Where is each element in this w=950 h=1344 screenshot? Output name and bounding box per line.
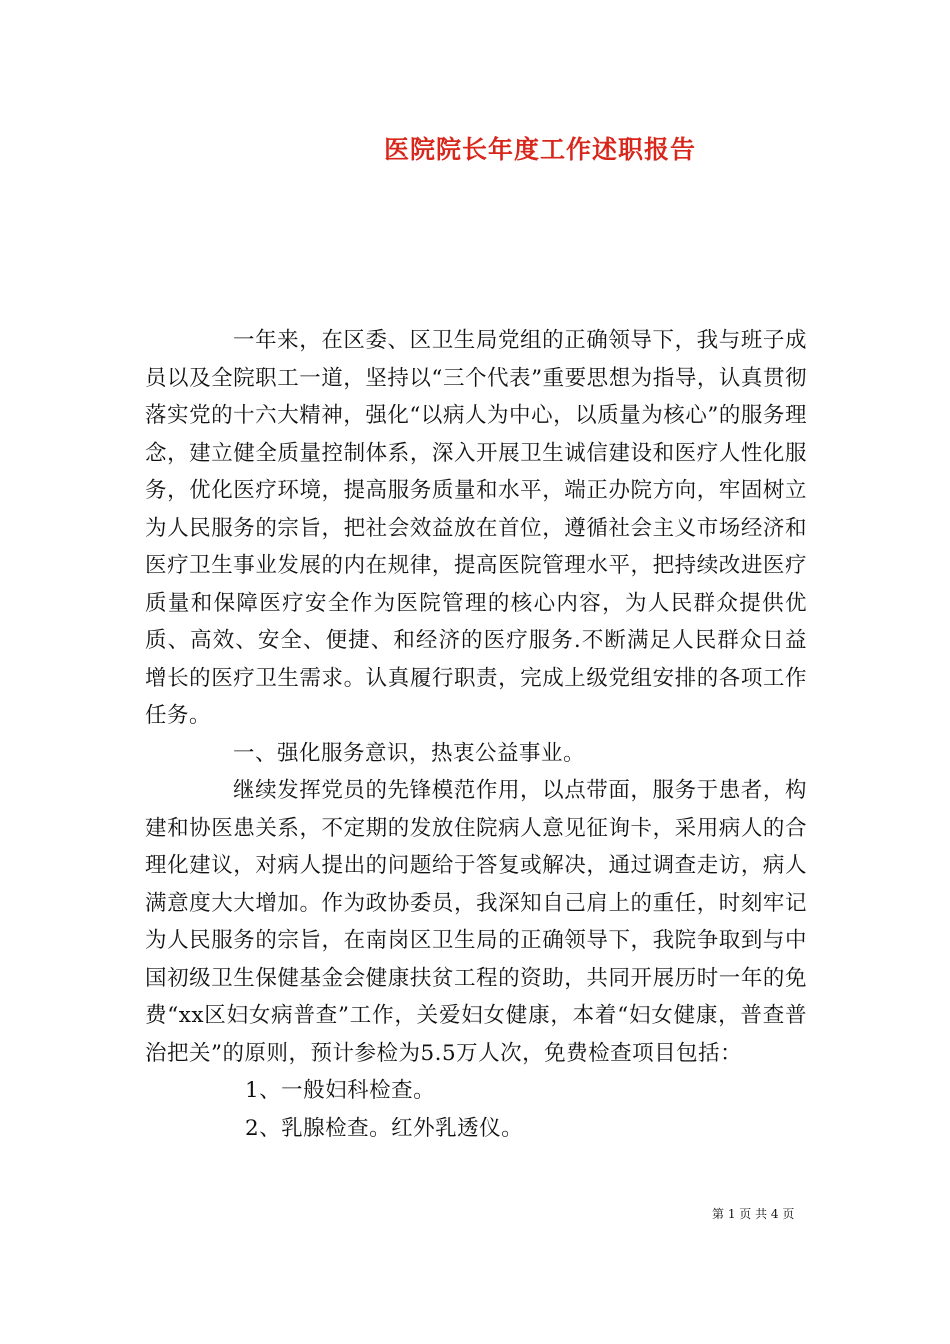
- section-heading-1: 一、强化服务意识，热衷公益事业。: [233, 740, 586, 766]
- paragraph-section-1: 继续发挥党员的先锋模范作用，以点带面，服务于患者，构建和协医患关系，不定期的发放住院病人意见征询卡，采用病人的合理化建议，对病人提出的问题给于答复或解决，通过调查走访，病人满意度大大增加。作为政协委员，我深知自己肩上的重任，时刻牢记为人民服务的宗旨，在南岗区卫生局的正确领导下，我院争取到与中国初级卫生保健基金会健康扶贫工程的资助，共同开展历时一年的免费“xx区妇女病普查”工作，关爱妇女健康，本着“妇女健康，普查普治把关”的原则，预计参检为5.5万人次，免费检查项目包括：: [145, 778, 807, 1066]
- paragraph-intro: 一年来，在区委、区卫生局党组的正确领导下，我与班子成员以及全院职工一道，坚持以“三个代表”重要思想为指导，认真贯彻落实党的十六大精神，强化“以病人为中心，以质量为核心”的服务理念，建立健全质量控制体系，深入开展卫生诚信建设和医疗人性化服务，优化医疗环境，提高服务质量和水平，端正办院方向，牢固树立为人民服务的宗旨，把社会效益放在首位，遵循社会主义市场经济和医疗卫生事业发展的内在规律，提高医院管理水平，把持续改进医疗质量和保障医疗安全作为医院管理的核心内容，为人民群众提供优质、高效、安全、便捷、和经济的医疗服务.不断满足人民群众日益增长的医疗卫生需求。认真履行职责，完成上级党组安排的各项工作任务。: [145, 328, 807, 728]
- page-number-footer: 第 1 页 共 4 页: [712, 1207, 795, 1221]
- list-item-1: 1、一般妇科检查。: [245, 1078, 436, 1103]
- document-body: [145, 322, 807, 1147]
- list-item-2: 2、乳腺检查。红外乳透仪。: [245, 1115, 524, 1141]
- document-title: 医院院长年度工作述职报告: [383, 135, 696, 164]
